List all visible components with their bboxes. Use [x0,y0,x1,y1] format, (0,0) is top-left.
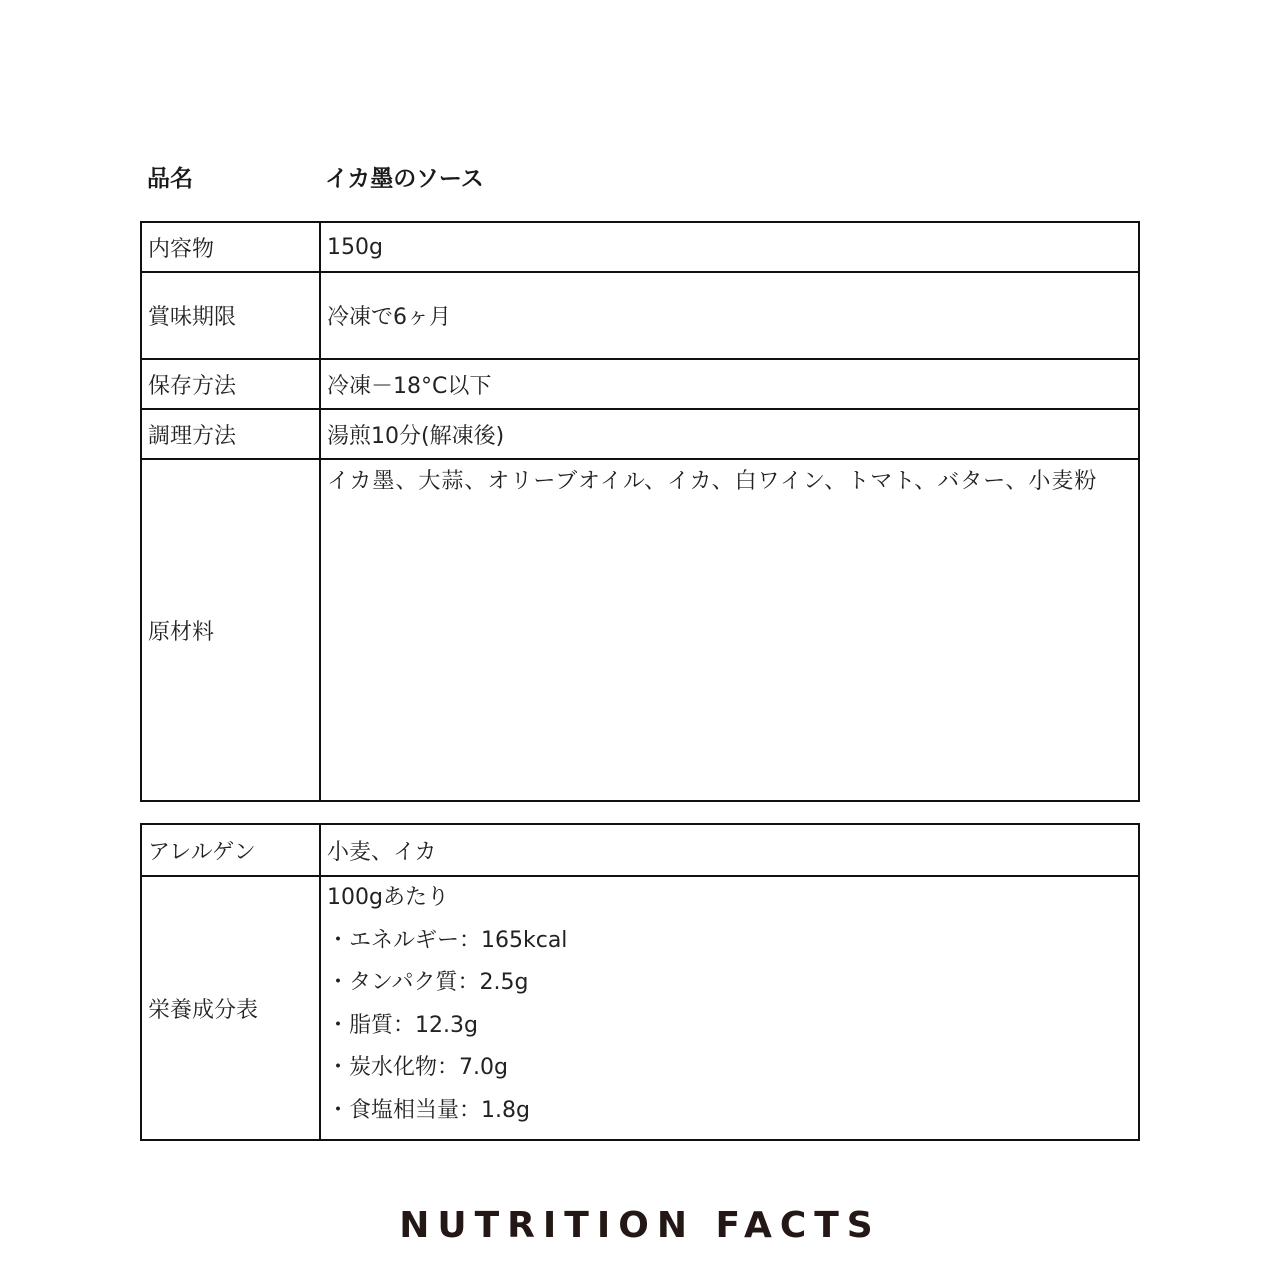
table-row-contents [141,222,1139,272]
table-row-storage [141,359,1139,409]
table-row-nutrition [141,876,1139,1140]
ingredients-label: 原材料 [141,459,320,801]
nutrition-item-carbohydrate: ・炭水化物：7.0g [327,1055,508,1081]
allergen-label: アレルゲン [141,824,320,876]
cooking-value: 湯煎10分(解凍後) [320,409,1139,459]
expiry-value: 冷凍で6ヶ月 [320,272,1139,359]
storage-label: 保存方法 [141,359,320,409]
table-row-ingredients [141,459,1139,801]
product-info-table [140,221,1140,802]
product-name-value: イカ墨のソース [325,166,484,192]
nutrition-item-salt: ・食塩相当量：1.8g [327,1097,530,1123]
nutrition-value [320,876,1139,1140]
nutrition-label: 栄養成分表 [141,876,320,1140]
nutrition-basis: 100gあたり [327,885,449,910]
footer-title: NUTRITION FACTS [399,1205,881,1246]
cooking-label: 調理方法 [141,409,320,459]
storage-value: 冷凍－18°C以下 [320,359,1139,409]
ingredients-value: イカ墨、大蒜、オリーブオイル、イカ、白ワイン、トマト、バター、小麦粉 [320,459,1139,801]
contents-value: 150g [320,222,1139,272]
table-row-cooking [141,409,1139,459]
contents-label: 内容物 [141,222,320,272]
table-row-allergen [141,824,1139,876]
expiry-label: 賞味期限 [141,272,320,359]
product-name-label: 品名 [147,166,193,192]
nutrition-item-protein: ・タンパク質：2.5g [327,970,529,996]
allergen-value: 小麦、イカ [320,824,1139,876]
nutrition-item-fat: ・脂質：12.3g [327,1012,478,1038]
table-row-expiry [141,272,1139,359]
allergen-nutrition-table [140,823,1140,1141]
nutrition-item-energy: ・エネルギー：165kcal [327,927,568,953]
